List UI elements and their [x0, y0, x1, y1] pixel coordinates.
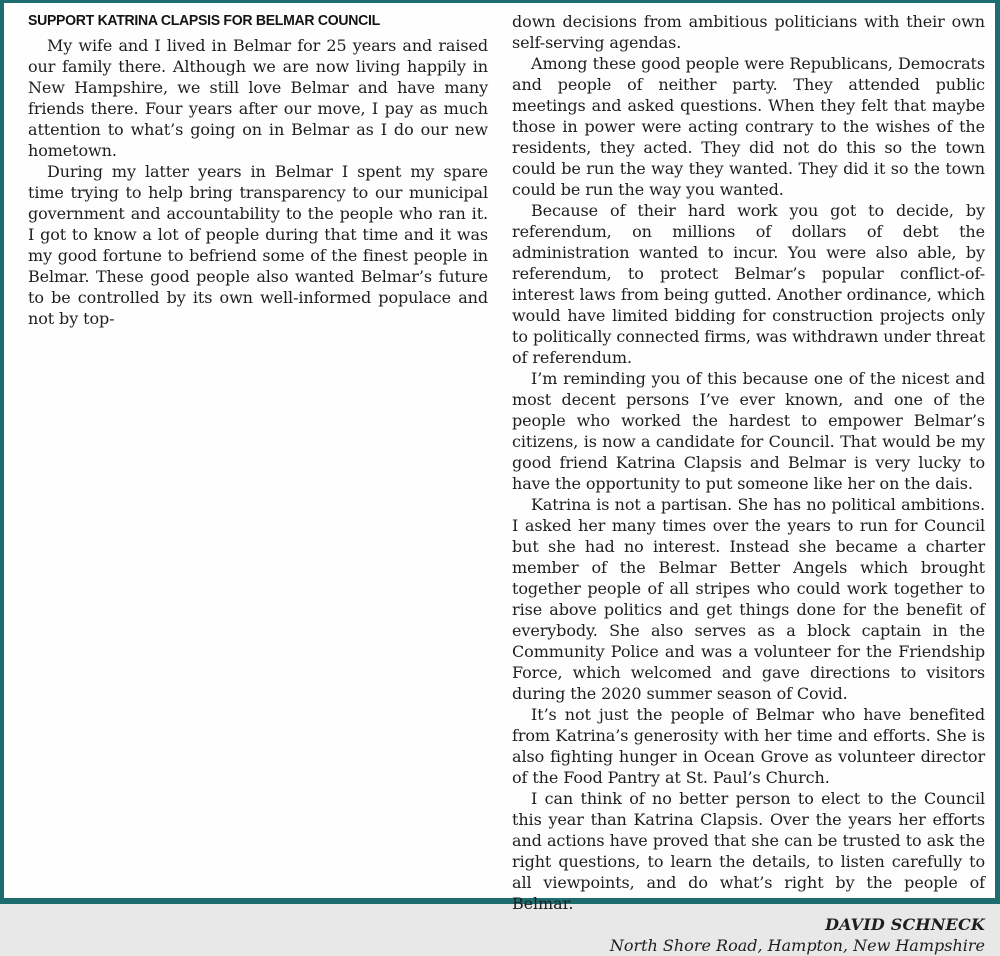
- signature-block: [512, 914, 985, 956]
- article-columns: [4, 3, 995, 956]
- paragraph: I can think of no better person to elect to the Council this year than Katrina Clapsis. Over the years her efforts and actions have proved that she can be trusted to ask the right questions, to learn the details, to listen carefully to all viewpoints, and do what’s right by the people of Belmar.: [512, 789, 985, 913]
- signature-address: North Shore Road, Hampton, New Hampshire: [609, 936, 985, 955]
- article-headline: SUPPORT KATRINA CLAPSIS FOR BELMAR COUNCIL: [28, 13, 380, 29]
- paragraph: Among these good people were Republicans, Democrats and people of neither party. They attended public meetings and asked questions. When they felt that maybe those in power were acting contrary to the wishes of the residents, they acted. They did not do this so the town could be run the way they wanted. They did it so the town could be run the way you wanted.: [512, 54, 985, 199]
- signature-name: DAVID SCHNECK: [825, 915, 985, 934]
- paragraph: My wife and I lived in Belmar for 25 years and raised our family there. Although we are now living happily in New Hampshire, we still love Belmar and have many friends there. Four years after our move, I pay as much attention to what’s going on in Belmar as I do our new hometown.: [28, 36, 489, 160]
- paragraph: I’m reminding you of this because one of the nicest and most decent persons I’ve ever known, and one of the people who worked the hardest to empower Belmar’s citizens, is now a candidate for Council. That would be my good friend Katrina Clapsis and Belmar is very lucky to have the opportunity to put someone like her on the dais.: [512, 369, 985, 493]
- paragraph: It’s not just the people of Belmar who have benefited from Katrina’s generosity with her time and efforts. She is also fighting hunger in Ocean Grove as volunteer director of the Food Pantry at St. Paul’s Church.: [512, 705, 985, 787]
- paragraph-continuation: down decisions from ambitious politicians with their own self-serving agendas.: [512, 12, 985, 52]
- paragraph: Because of their hard work you got to decide, by referendum, on millions of dollars of debt the administration wanted to incur. You were also able, by referendum, to protect Belmar’s popular conflict-of-interest laws from being gutted. Another ordinance, which would have limited bidding for construction projects only to politically connected firms, was withdrawn under threat of referendum.: [512, 201, 985, 367]
- right-column: [512, 11, 985, 956]
- paragraph: Katrina is not a partisan. She has no political ambitions. I asked her many times over the years to run for Council but she had no interest. Instead she became a charter member of the Belmar Better Angels which brought together people of all stripes who could work together to rise above politics and get things done for the benefit of everybody. She also serves as a block captain in the Community Police and was a volunteer for the Friendship Force, which welcomed and gave directions to visitors during the 2020 summer season of Covid.: [512, 495, 985, 703]
- paragraph: During my latter years in Belmar I spent my spare time trying to help bring transparency to our municipal government and accountability to the people who ran it. I got to know a lot of people during that time and it was my good fortune to befriend some of the finest people in Belmar. These good people also wanted Belmar’s future to be controlled by its own well-informed populace and not by top-: [28, 162, 489, 328]
- left-column: [28, 11, 488, 956]
